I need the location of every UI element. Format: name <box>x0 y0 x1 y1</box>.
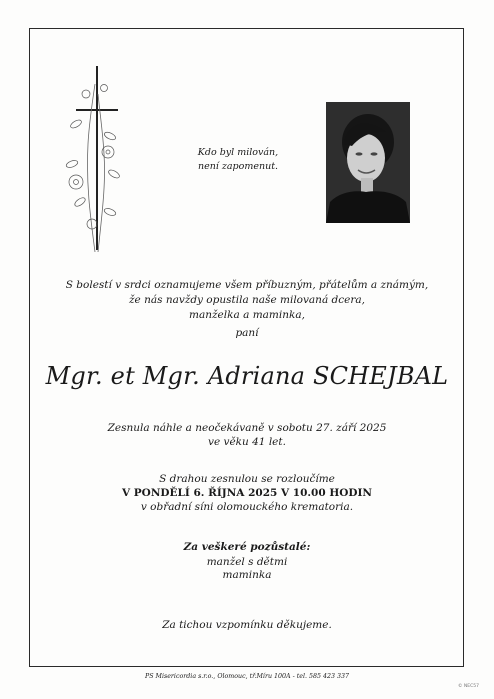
mourners-heading: Za veškeré pozůstalé: <box>183 541 311 553</box>
death-line: Zesnula náhle a neočekávaně v sobotu 27. září 2025 <box>107 422 387 434</box>
memorial-quote <box>178 146 298 174</box>
farewell-date: V PONDĚLÍ 6. ŘÍJNA 2025 V 10.00 HODIN <box>121 487 373 499</box>
death-line: ve věku 41 let. <box>208 436 286 448</box>
mourner: maminka <box>222 569 272 581</box>
quote-line: Kdo byl milován, <box>197 147 279 158</box>
corner-mark: © NEC57 <box>458 684 480 689</box>
farewell-intro: S drahou zesnulou se rozloučíme <box>159 473 335 485</box>
mourners-list <box>0 556 494 582</box>
portrait-photo <box>326 102 410 223</box>
salutation: paní <box>235 327 259 339</box>
deceased-name: Mgr. et Mgr. Adriana SCHEJBAL <box>45 362 449 390</box>
farewell-place: v obřadní síni olomouckého krematoria. <box>140 501 354 513</box>
death-info <box>0 421 494 449</box>
announcement-text <box>0 278 494 323</box>
mourner: manžel s dětmi <box>206 556 288 568</box>
thanks-line: Za tichou vzpomínku děkujeme. <box>162 619 332 631</box>
announcement-line: že nás navždy opustila naše milovaná dcera, <box>129 294 365 306</box>
cross-with-flowers-icon <box>62 64 132 254</box>
announcement-line: S bolestí v srdci oznamujeme všem příbuzným, přátelům a známým, <box>65 279 429 291</box>
farewell-info <box>0 472 494 514</box>
quote-line: není zapomenut. <box>197 161 279 172</box>
announcement-line: manželka a maminka, <box>189 309 305 321</box>
footer-publisher: PS Misericordia s.r.o., Olomouc, tř.Míru 100A - tel. 585 423 337 <box>144 673 350 680</box>
